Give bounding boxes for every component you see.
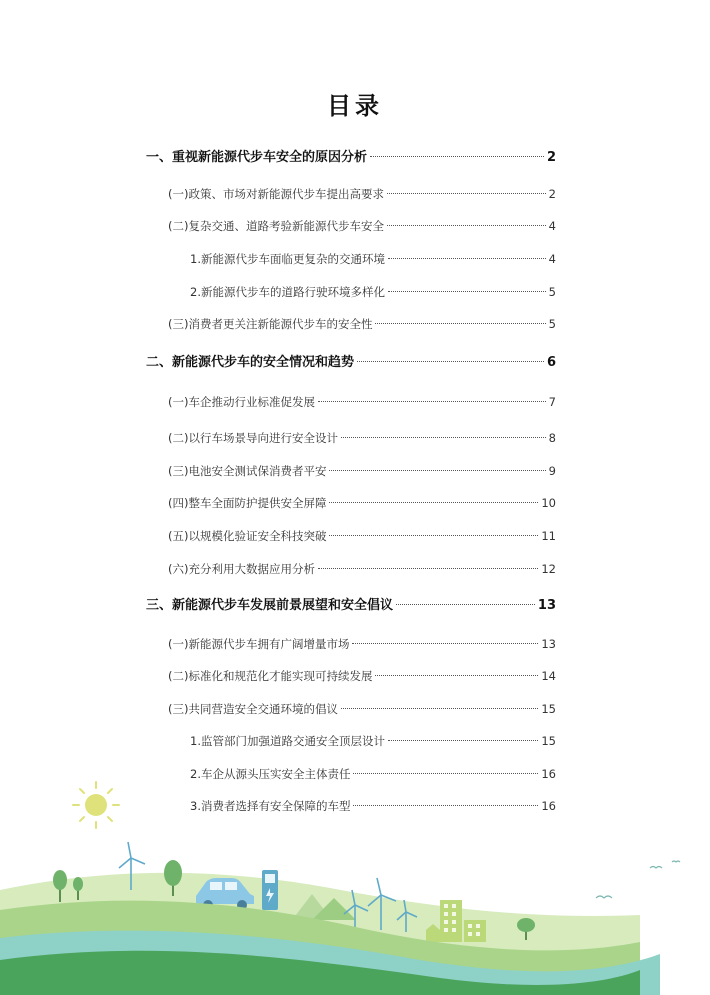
toc-entry-page: 13 [541,637,556,651]
toc-entry[interactable] [168,634,556,654]
toc-entry-page: 11 [541,529,556,543]
toc-entry-label: 2.车企从源头压实安全主体责任 [190,767,351,781]
toc-entry-page: 16 [541,767,556,781]
landscape-illustration [0,770,710,995]
toc-entry[interactable] [168,392,556,412]
birds-icon [596,861,680,898]
dot-leader [388,258,546,259]
dot-leader [318,568,538,569]
page-title: 目录 [327,92,383,120]
toc-entry-label: 二、新能源代步车的安全情况和趋势 [146,355,355,370]
dot-leader [387,193,546,194]
dot-leader [341,708,538,709]
toc-entry[interactable] [168,666,556,686]
toc-entry[interactable] [168,493,556,513]
dot-leader [329,470,545,471]
toc-entry-label: (一)政策、市场对新能源代步车提出高要求 [168,187,384,201]
toc-entry-label: 三、新能源代步车发展前景展望和安全倡议 [146,598,394,613]
toc-entry-page: 2 [548,187,556,201]
toc-entry-page: 15 [541,734,556,748]
toc-entry-label: (三)消费者更关注新能源代步车的安全性 [168,317,373,331]
toc-entry-page: 6 [546,355,556,370]
toc-entry-label: (一)车企推动行业标准促发展 [168,395,315,409]
toc-entry-page: 10 [541,496,556,510]
toc-entry[interactable] [146,596,556,616]
toc-entry[interactable] [146,148,556,168]
toc-entry-label: (六)充分利用大数据应用分析 [168,562,315,576]
dot-leader [388,740,538,741]
toc-entry-page: 4 [548,219,556,233]
toc-entry-page: 9 [548,464,556,478]
toc-entry-page: 12 [541,562,556,576]
toc-entry[interactable] [168,428,556,448]
toc-entry[interactable] [146,353,556,373]
toc-entry-label: (四)整车全面防护提供安全屏障 [168,496,327,510]
dot-leader [388,291,546,292]
toc-entry[interactable] [190,282,556,302]
dot-leader [370,156,544,157]
toc-entry[interactable] [190,249,556,269]
toc-entry-label: (三)共同营造安全交通环境的倡议 [168,702,338,716]
dot-leader [352,643,538,644]
toc-entry-label: 一、重视新能源代步车安全的原因分析 [146,150,368,165]
toc-entry-label: 2.新能源代步车的道路行驶环境多样化 [190,285,385,299]
toc-entry-label: (二)复杂交通、道路考验新能源代步车安全 [168,219,384,233]
dot-leader [341,437,546,438]
toc-entry-page: 2 [546,150,556,165]
toc-entry-page: 14 [541,669,556,683]
dot-leader [329,502,538,503]
toc-entry-label: 3.消费者选择有安全保障的车型 [190,799,351,813]
toc-entry-page: 13 [537,598,556,613]
toc-entry[interactable] [168,461,556,481]
toc-entry-label: (五)以规模化验证安全科技突破 [168,529,327,543]
toc-entry-page: 15 [541,702,556,716]
toc-entry[interactable] [168,699,556,719]
charging-station-icon [262,870,278,910]
toc-entry[interactable] [168,526,556,546]
toc-entry-page: 5 [548,317,556,331]
toc-entry[interactable] [168,559,556,579]
toc-entry[interactable] [168,184,556,204]
dot-leader [387,225,546,226]
dot-leader [318,401,546,402]
toc-entry-page: 7 [548,395,556,409]
toc-entry-label: (二)标准化和规范化才能实现可持续发展 [168,669,373,683]
toc-entry-label: (一)新能源代步车拥有广阔增量市场 [168,637,350,651]
toc-entry-page: 16 [541,799,556,813]
dot-leader [357,361,544,362]
toc-entry-label: 1.监管部门加强道路交通安全顶层设计 [190,734,385,748]
dot-leader [375,675,538,676]
toc-entry[interactable] [168,216,556,236]
toc-entry-page: 4 [548,252,556,266]
toc-entry[interactable] [190,731,556,751]
toc-entry-label: (二)以行车场景导向进行安全设计 [168,431,338,445]
sun-icon [73,782,119,828]
toc-entry-page: 8 [548,431,556,445]
dot-leader [329,535,538,536]
toc-entry-label: 1.新能源代步车面临更复杂的交通环境 [190,252,385,266]
toc-entry-page: 5 [548,285,556,299]
toc-entry[interactable] [168,314,556,334]
dot-leader [396,604,535,605]
toc-entry-label: (三)电池安全测试保消费者平安 [168,464,327,478]
dot-leader [375,323,545,324]
